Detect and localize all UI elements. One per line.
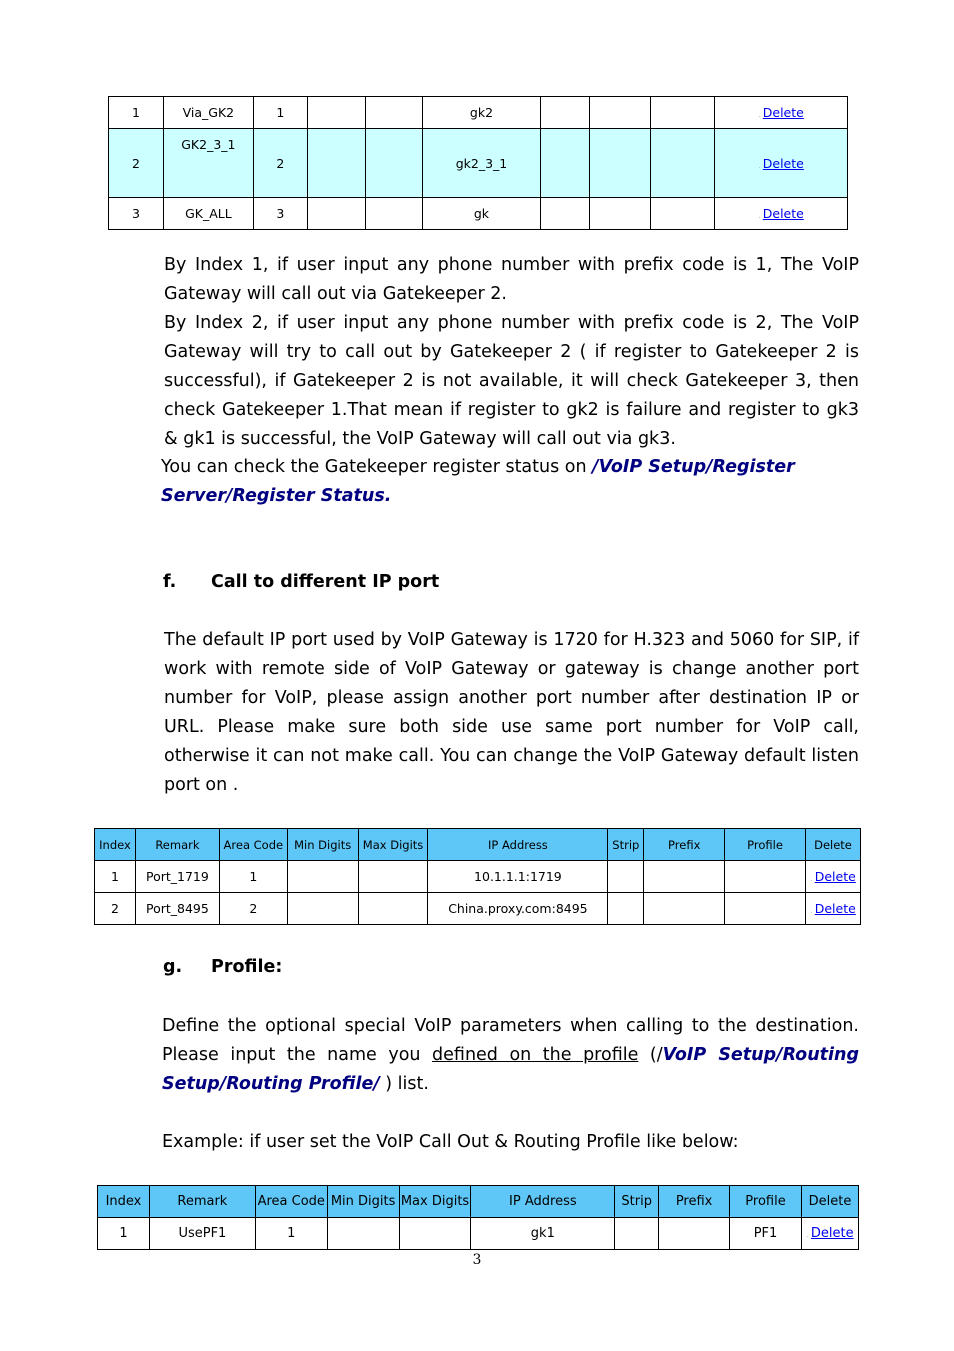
section-heading-f: f. Call to different IP port	[163, 572, 440, 592]
cell-profile	[651, 129, 715, 198]
cell-prefix	[590, 97, 651, 129]
cell-max-digits	[358, 893, 428, 925]
header-profile: Profile	[725, 829, 806, 861]
cell-prefix	[590, 129, 651, 198]
delete-link[interactable]: . Delete	[758, 105, 804, 120]
header-index: Index	[98, 1186, 150, 1218]
cell-profile	[725, 861, 806, 893]
table-row	[109, 198, 848, 230]
nav-path-voip-setup: VoIP Setup	[598, 457, 707, 477]
cell-ip-address: 10.1.1.1:1719	[428, 861, 608, 893]
table-row	[95, 861, 861, 893]
cell-delete	[715, 97, 848, 129]
table-header-row	[98, 1186, 859, 1218]
nav-path-register-status: Server/Register Status.	[161, 486, 392, 506]
cell-area-code: 2	[219, 893, 287, 925]
cell-area-code: 3	[253, 198, 307, 230]
cell-prefix	[644, 861, 725, 893]
header-prefix: Prefix	[659, 1186, 730, 1218]
header-index: Index	[95, 829, 136, 861]
nav-path-routing: Routing	[782, 1045, 859, 1065]
header-area-code: Area Code	[219, 829, 287, 861]
header-min-digits: Min Digits	[327, 1186, 399, 1218]
routing-table-ip-port	[94, 828, 861, 925]
cell-delete	[715, 129, 848, 198]
cell-max-digits	[365, 198, 422, 230]
cell-min-digits	[307, 129, 365, 198]
routing-table-profile	[97, 1185, 859, 1250]
header-max-digits: Max Digits	[358, 829, 428, 861]
header-max-digits: Max Digits	[399, 1186, 471, 1218]
cell-max-digits	[358, 861, 428, 893]
routing-table-gatekeeper	[108, 96, 848, 230]
cell-area-code: 2	[253, 129, 307, 198]
paragraph-index-1: By Index 1, if user input any phone number with prefix code is 1, The VoIP Gateway will call out via Gatekeeper 2.	[164, 255, 859, 304]
cell-strip	[541, 198, 590, 230]
cell-profile	[651, 97, 715, 129]
header-area-code: Area Code	[255, 1186, 327, 1218]
cell-remark: Port_1719	[135, 861, 219, 893]
cell-ip-address: gk2	[422, 97, 541, 129]
cell-profile: PF1	[730, 1218, 802, 1250]
cell-index: 1	[109, 97, 164, 129]
cell-index: 2	[109, 129, 164, 198]
cell-delete	[805, 893, 860, 925]
cell-prefix	[644, 893, 725, 925]
table-row	[98, 1218, 859, 1250]
cell-strip	[608, 893, 644, 925]
cell-index: 3	[109, 198, 164, 230]
paragraph-profile: Define the optional special VoIP parameters when calling to the destination. Please input the name you defined on the profile (/VoIP Setup/Routing Setup/Routing Profile/ ) list.	[162, 1016, 859, 1094]
section-heading-g: g. Profile:	[163, 957, 283, 977]
nav-path-register: Register	[712, 457, 795, 477]
cell-min-digits	[307, 198, 365, 230]
cell-area-code: 1	[219, 861, 287, 893]
cell-prefix	[659, 1218, 730, 1250]
paragraph-index-2: By Index 2, if user input any phone number with prefix code is 2, The VoIP Gateway will try to call out by Gatekeeper 2 ( if register to Gatekeeper 2 is successful), if Gatekeeper 2 is not available, it will check Gatekeeper 3, then check Gatekeeper 1.That mean if register to gk2 is failure and register to gk3 & gk1 is successful, the VoIP Gateway will call out via gk3.	[164, 313, 859, 449]
header-min-digits: Min Digits	[287, 829, 358, 861]
cell-ip-address: gk	[422, 198, 541, 230]
paragraph-ip-port: The default IP port used by VoIP Gateway is 1720 for H.323 and 5060 for SIP, if work with remote side of VoIP Gateway or gateway is change another port number for VoIP, please assign another port number after destination IP or URL. Please make sure both side use same port number for VoIP call, otherwise it can not make call. You can change the VoIP Gateway default listen port on .	[164, 630, 859, 795]
cell-remark: GK2_3_1	[163, 129, 253, 198]
cell-strip	[608, 861, 644, 893]
header-remark: Remark	[135, 829, 219, 861]
header-ip-address: IP Address	[471, 1186, 615, 1218]
paragraph-example: Example: if user set the VoIP Call Out & Routing Profile like below:	[162, 1132, 739, 1152]
delete-link[interactable]: . Delete	[758, 156, 804, 171]
cell-strip	[541, 97, 590, 129]
cell-min-digits	[287, 893, 358, 925]
header-remark: Remark	[149, 1186, 255, 1218]
cell-index: 1	[98, 1218, 150, 1250]
cell-ip-address: gk1	[471, 1218, 615, 1250]
header-delete: Delete	[805, 829, 860, 861]
delete-link[interactable]: . Delete	[810, 901, 856, 916]
nav-path-voip-setup: VoIP Setup	[662, 1045, 777, 1065]
cell-remark: Via_GK2	[163, 97, 253, 129]
cell-max-digits	[365, 129, 422, 198]
header-ip-address: IP Address	[428, 829, 608, 861]
cell-index: 1	[95, 861, 136, 893]
cell-strip	[541, 129, 590, 198]
table-header-row	[95, 829, 861, 861]
nav-path-routing-profile: Setup/Routing Profile/	[162, 1074, 380, 1094]
paragraph-register-status: You can check the Gatekeeper register status on /VoIP Setup/Register	[161, 457, 795, 477]
cell-profile	[651, 198, 715, 230]
cell-remark: GK_ALL	[163, 198, 253, 230]
cell-min-digits	[287, 861, 358, 893]
cell-delete	[805, 861, 860, 893]
cell-min-digits	[307, 97, 365, 129]
delete-link[interactable]: . Delete	[758, 206, 804, 221]
delete-link[interactable]: . Delete	[810, 869, 856, 884]
header-profile: Profile	[730, 1186, 802, 1218]
cell-area-code: 1	[253, 97, 307, 129]
cell-min-digits	[327, 1218, 399, 1250]
header-prefix: Prefix	[644, 829, 725, 861]
header-strip: Strip	[608, 829, 644, 861]
cell-remark: Port_8495	[135, 893, 219, 925]
page-number: 3	[472, 1252, 482, 1268]
cell-delete	[715, 198, 848, 230]
cell-max-digits	[399, 1218, 471, 1250]
cell-strip	[615, 1218, 659, 1250]
cell-ip-address: China.proxy.com:8495	[428, 893, 608, 925]
cell-prefix	[590, 198, 651, 230]
cell-index: 2	[95, 893, 136, 925]
table-row	[109, 97, 848, 129]
table-row	[95, 893, 861, 925]
header-delete: Delete	[801, 1186, 858, 1218]
delete-link[interactable]: . Delete	[806, 1226, 853, 1241]
cell-profile	[725, 893, 806, 925]
cell-max-digits	[365, 97, 422, 129]
cell-delete	[801, 1218, 858, 1250]
cell-area-code: 1	[255, 1218, 327, 1250]
cell-remark: UsePF1	[149, 1218, 255, 1250]
header-strip: Strip	[615, 1186, 659, 1218]
table-row	[109, 129, 848, 198]
cell-ip-address: gk2_3_1	[422, 129, 541, 198]
